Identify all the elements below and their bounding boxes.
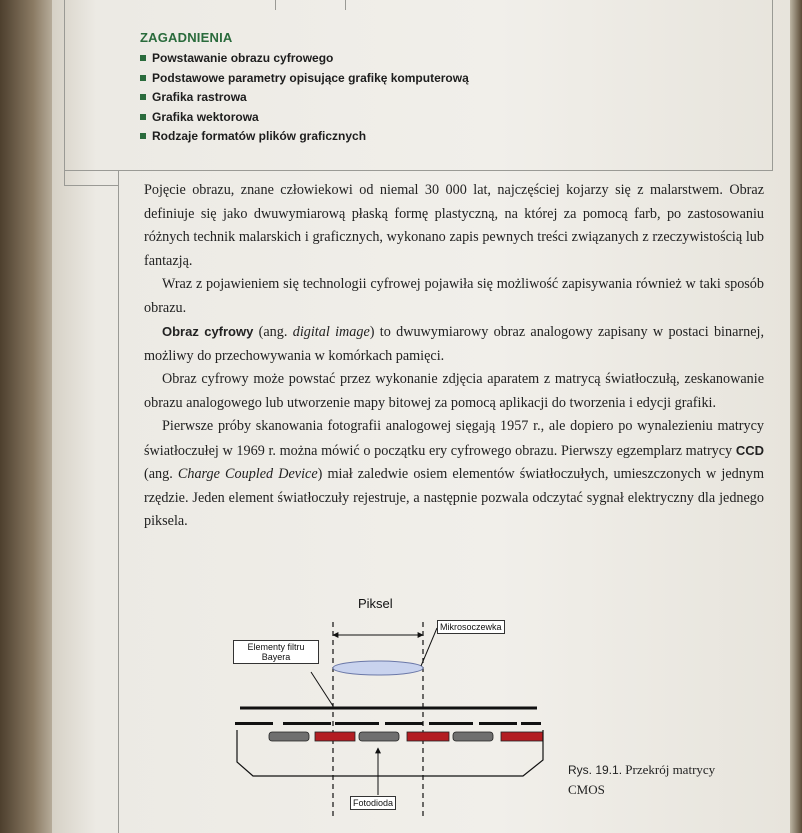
bayer-filter-label: Elementy filtru Bayera: [233, 640, 319, 664]
topics-title: ZAGADNIENIA: [140, 30, 233, 45]
square-bullet-icon: [140, 114, 146, 120]
filter-red: [407, 732, 449, 741]
piksel-label: Piksel: [358, 596, 393, 611]
english-term: Charge Coupled Device: [177, 466, 318, 482]
topic-item: Grafika wektorowa: [140, 108, 740, 128]
frame-line-top-inner: [275, 0, 276, 10]
filter-red: [501, 732, 543, 741]
paragraph-1: Pojęcie obrazu, znane człowiekowi od niemal 30 000 lat, najczęściej kojarzy się z malarstwem. Obraz definiuje się jako dwuwymiarową płaską formę plastyczną, na której za pomocą farb, po zastosowaniu różnych technik malarskich i graficznych, wykonano zapis pewnych treści związanych z rzeczywistością lub fantazją.: [144, 182, 764, 269]
frame-line-top-right: [772, 0, 773, 170]
cmos-cross-section: [225, 590, 560, 825]
square-bullet-icon: [140, 133, 146, 139]
frame-line-left-tick: [64, 185, 119, 186]
topic-item: Powstawanie obrazu cyfrowego: [140, 49, 740, 69]
square-bullet-icon: [140, 55, 146, 61]
figure-caption-text: Przekrój matrycy CMOS: [568, 762, 716, 797]
cmos-diagram: [225, 590, 560, 825]
body-text: [144, 179, 764, 534]
term-obraz-cyfrowy: Obraz cyfrowy: [162, 324, 254, 339]
figure-number: Rys. 19.1.: [568, 763, 623, 777]
frame-line-mid: [64, 170, 773, 171]
filter-red: [315, 732, 355, 741]
book-binding-shadow: [0, 0, 60, 833]
filter-gray: [359, 732, 399, 741]
topics-list: [140, 49, 740, 147]
microlens: [333, 661, 423, 675]
frame-line-top-inner2: [345, 0, 346, 10]
paragraph-2: Wraz z pojawieniem się technologii cyfrowej pojawiła się możliwość zapisywania również w taki sposób obrazu.: [144, 276, 764, 316]
metal-layer: [235, 722, 541, 725]
frame-line-top-left: [64, 0, 65, 185]
topic-item: Grafika rastrowa: [140, 88, 740, 108]
bayer-pointer: [311, 672, 333, 706]
topic-item: Podstawowe parametry opisujące grafikę komputerową: [140, 69, 740, 89]
english-term: digital image: [292, 324, 370, 340]
microlens-label: Mikrosoczewka: [437, 620, 505, 634]
filter-gray: [453, 732, 493, 741]
topics-box: [140, 30, 740, 147]
square-bullet-icon: [140, 75, 146, 81]
topic-item: Rodzaje formatów plików graficznych: [140, 127, 740, 147]
filter-gray: [269, 732, 309, 741]
figure-caption: [568, 760, 718, 800]
paragraph-4: Obraz cyfrowy może powstać przez wykonanie zdjęcia aparatem z matrycą światłoczułą, zeskanowanie obrazu analogowego lub utworzenie mapy bitowej za pomocą aplikacji do tworzenia i edycji grafiki.: [144, 371, 764, 411]
paragraph-3: Obraz cyfrowy (ang. digital image) to dwuwymiarowy obraz analogowy zapisany w postaci binarnej, możliwy do przechowywania w komórkach pamięci.: [144, 324, 764, 364]
square-bullet-icon: [140, 94, 146, 100]
paragraph-5: Pierwsze próby skanowania fotografii analogowej sięgają 1957 r., ale dopiero po wynalezieniu matrycy światłoczułej w 1969 r. można mówić o początku ery cyfrowego obrazu. Pierwszy egzemplarz matrycy CCD (ang. Charge Coupled Device) miał zaledwie osiem elementów światłoczułych, umieszczonych w jednym rzędzie. Jeden element światłoczuły rejestruje, a następnie pozwala odczytać sygnał elektryczny dla jednego piksela.: [144, 418, 764, 529]
term-ccd: CCD: [735, 442, 764, 458]
page-edge: [790, 0, 802, 833]
photodiode-label: Fotodioda: [350, 796, 396, 810]
frame-line-left: [118, 170, 119, 833]
